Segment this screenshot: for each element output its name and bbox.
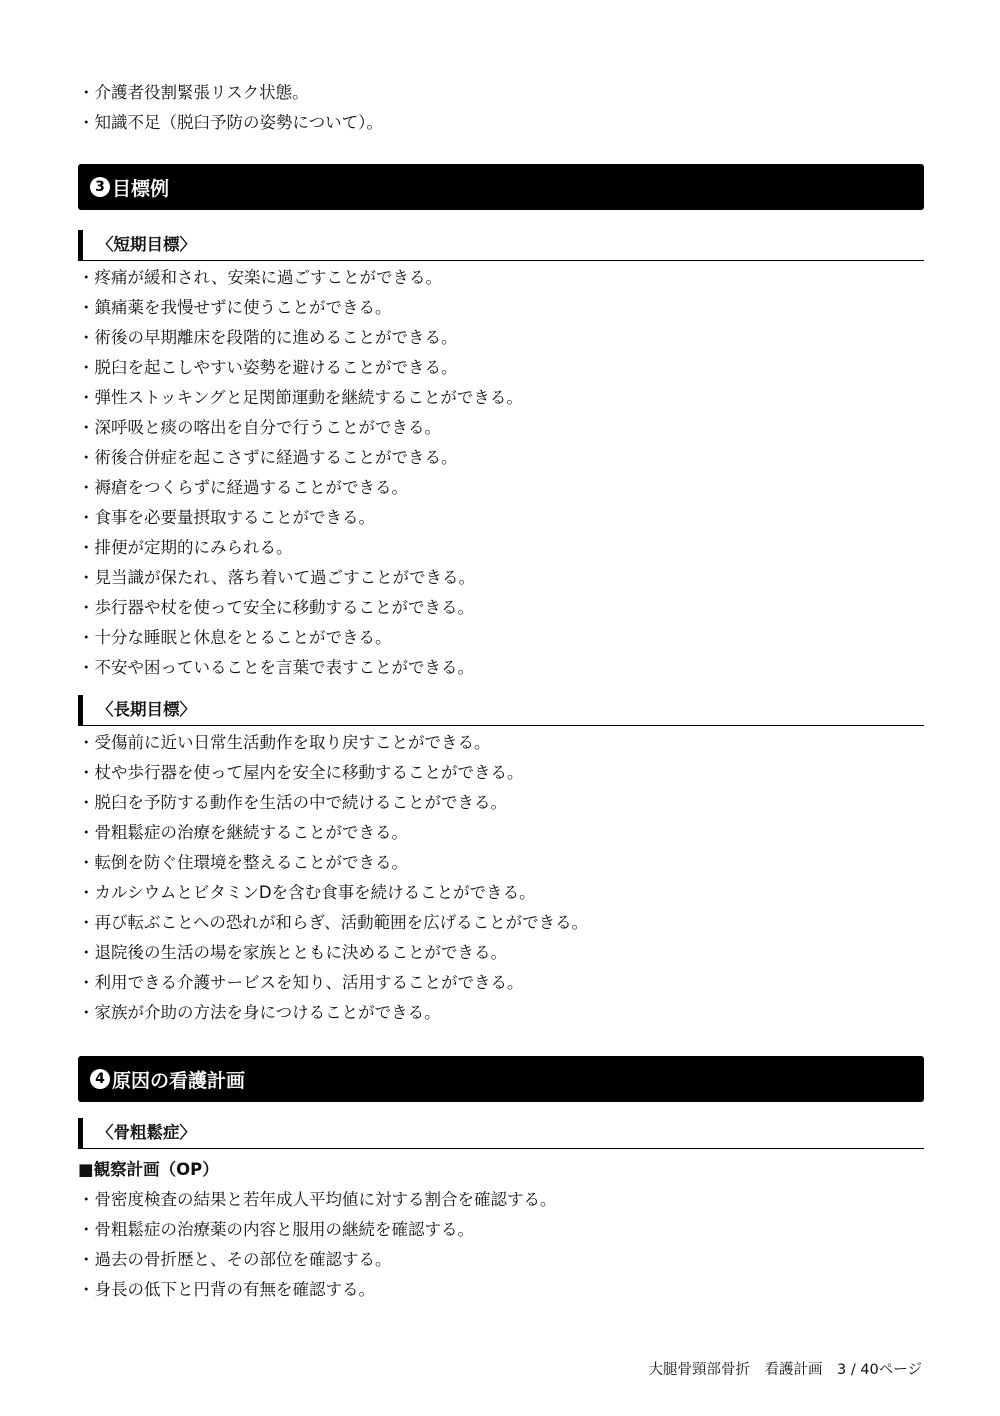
section-header-nursing-plan [78,1056,924,1102]
document-page [78,78,924,1305]
list-item: ・ 骨密度検査の結果と若年成人平均値に対する割合を確認する。 [78,1185,924,1215]
list-item: ・ 家族が介助の方法を身につけることができる。 [78,998,924,1028]
list-item: ・ 退院後の生活の場を家族とともに決めることができる。 [78,938,924,968]
observation-plan-label: ■観察計画（OP） [78,1160,219,1179]
list-item: ・ 鎮痛薬を我慢せずに使うことができる。 [78,293,924,323]
list-item: ・ 疼痛が緩和され、安楽に過ごすことができる。 [78,263,924,293]
subsection-long-term: 〈長期目標〉 [78,695,924,726]
list-item: ・ 歩行器や杖を使って安全に移動することができる。 [78,593,924,623]
list-item: ・ 術後の早期離床を段階的に進めることができる。 [78,323,924,353]
page-footer [649,1358,923,1379]
list-item: ・ 十分な睡眠と休息をとることができる。 [78,623,924,653]
list-item: ・ 脱臼を起こしやすい姿勢を避けることができる。 [78,353,924,383]
list-item: ・ 杖や歩行器を使って屋内を安全に移動することができる。 [78,758,924,788]
section-number-badge: 3 [90,177,110,197]
long-term-goals-list [78,728,924,1028]
footer-document-title: 大腿骨頸部骨折 看護計画 [648,1362,823,1378]
list-item: ・ 脱臼を予防する動作を生活の中で続けることができる。 [78,788,924,818]
list-item: ・ 再び転ぶことへの恐れが和らぎ、活動範囲を広げることができる。 [78,908,924,938]
list-item: ・ 褥瘡をつくらずに経過することができる。 [78,473,924,503]
list-item: ・ 不安や困っていることを言葉で表すことができる。 [78,653,924,683]
list-item: ・ 過去の骨折歴と、その部位を確認する。 [78,1245,924,1275]
list-item: ・ 利用できる介護サービスを知り、活用することができる。 [78,968,924,998]
section-title: 目標例 [112,177,170,200]
list-item: ・ 骨粗鬆症の治療を継続することができる。 [78,818,924,848]
section-number-badge: 4 [90,1069,110,1089]
subsection-osteoporosis: 〈骨粗鬆症〉 [78,1118,924,1149]
list-item: ・ 食事を必要量摂取することができる。 [78,503,924,533]
list-item: ・ 術後合併症を起こさずに経過することができる。 [78,443,924,473]
section-title: 原因の看護計画 [112,1069,246,1092]
list-item: ・ 見当識が保たれ、落ち着いて過ごすことができる。 [78,563,924,593]
list-item: ・ 弾性ストッキングと足関節運動を継続することができる。 [78,383,924,413]
page-number: 3 / 40ページ [837,1362,922,1378]
intro-list [78,78,924,138]
list-item: ・ 深呼吸と痰の喀出を自分で行うことができる。 [78,413,924,443]
list-item: ・ 身長の低下と円背の有無を確認する。 [78,1275,924,1305]
list-item: ・ 排便が定期的にみられる。 [78,533,924,563]
observation-plan-list [78,1185,924,1305]
list-item: ・ カルシウムとビタミンDを含む食事を続けることができる。 [78,878,924,908]
short-term-goals-list [78,263,924,683]
subsection-short-term: 〈短期目標〉 [78,230,924,261]
section-header-goals [78,164,924,210]
list-item: ・ 介護者役割緊張リスク状態。 [78,78,924,108]
list-item: ・ 骨粗鬆症の治療薬の内容と服用の継続を確認する。 [78,1215,924,1245]
list-item: ・ 知識不足（脱臼予防の姿勢について）。 [78,108,924,138]
list-item: ・ 転倒を防ぐ住環境を整えることができる。 [78,848,924,878]
list-item: ・ 受傷前に近い日常生活動作を取り戻すことができる。 [78,728,924,758]
